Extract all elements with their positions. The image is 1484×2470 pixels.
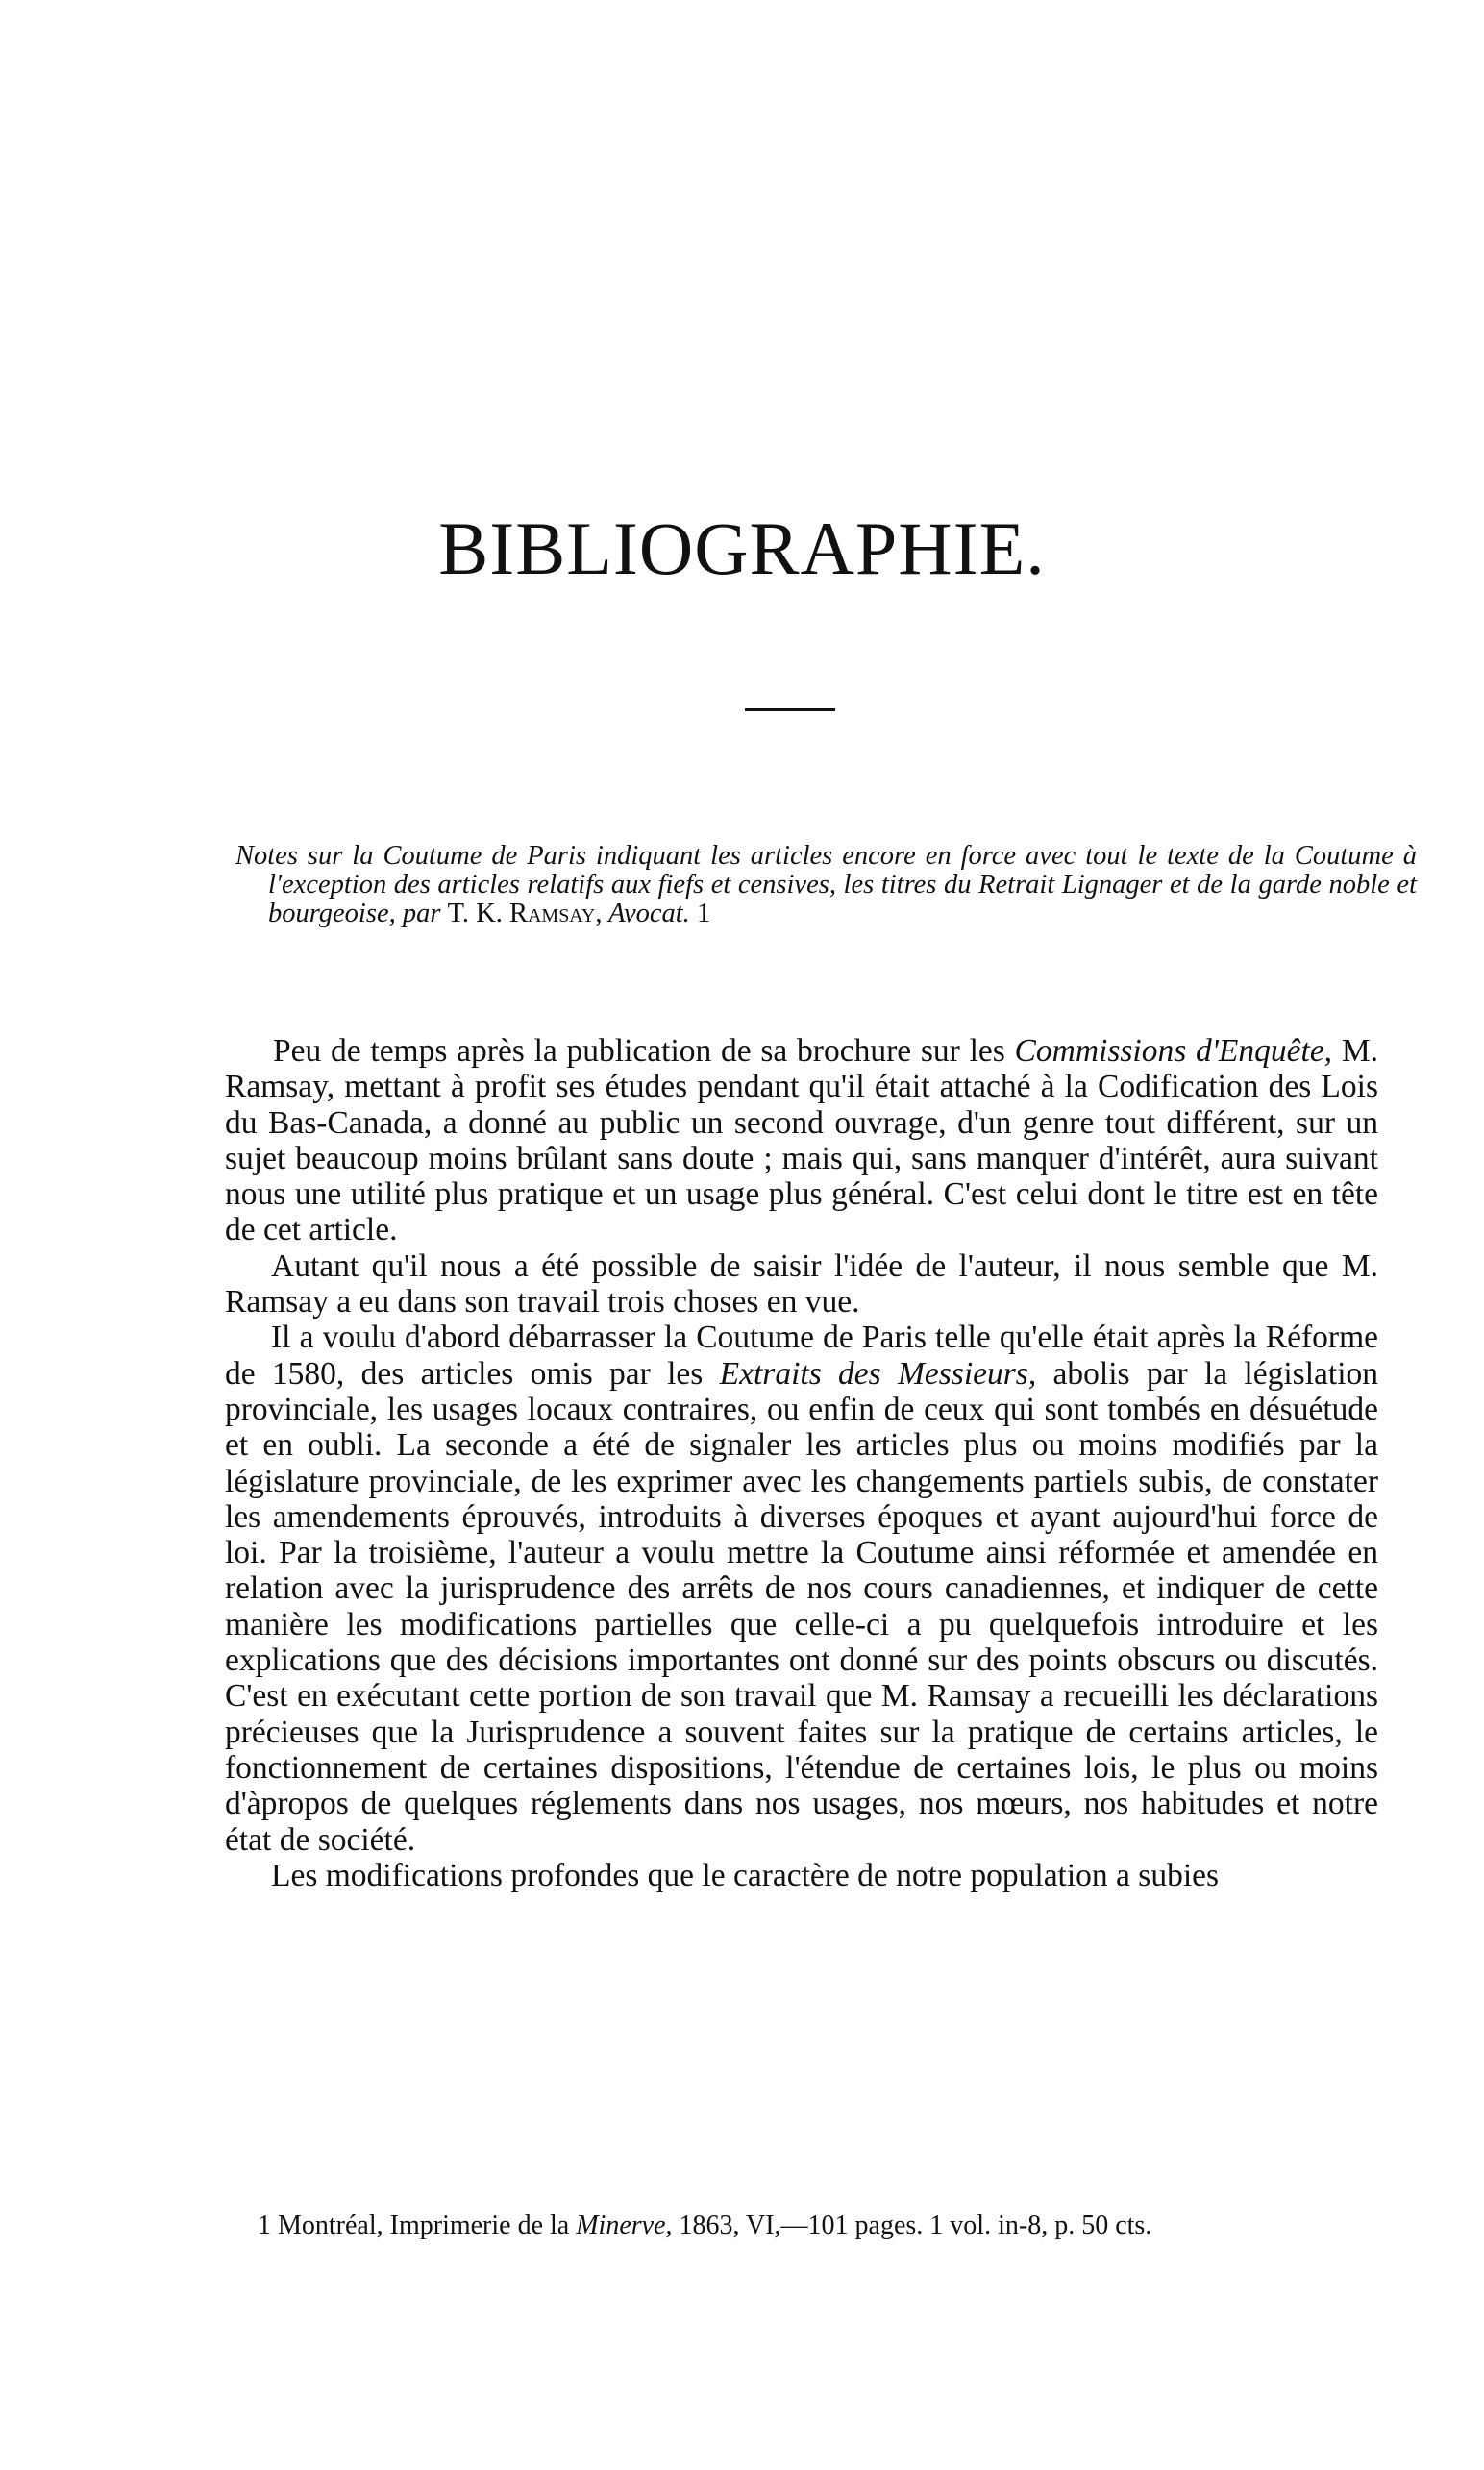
footnote-text-c: 1863, VI,—101 pages. 1 vol. in-8, p. 50 cts. — [679, 2211, 1152, 2240]
author-surname: Ramsay, — [508, 899, 603, 928]
paragraph-3 — [225, 1320, 1378, 1857]
author-initials: T. K. — [447, 899, 503, 928]
paragraph-3-text-a: Il a voulu d'abord débarrasser la Coutume de Paris telle qu'elle était après la Réforme de 1580, des articles omis par les — [225, 1320, 1378, 1392]
paragraph-4: Les modifications profondes que le caractère de notre population a subies — [271, 1857, 1220, 1893]
footnote-text-a: Montréal, Imprimerie de la — [278, 2211, 570, 2240]
citation-title: Notes sur la Coutume de Paris indiquant les articles encore en force avec tout le texte de la Coutume à l'exception des articles relatifs aux fiefs et censives, les titres du Retrait Lignager et de la garde noble et bourgeoise, par — [235, 841, 1417, 928]
citation-author — [448, 899, 603, 928]
article-body — [225, 1033, 1378, 1893]
paragraph-1-text-a: Peu de temps après la publication de sa brochure sur les — [273, 1033, 1005, 1069]
page-title: BIBLIOGRAPHIE. — [438, 506, 1046, 590]
title-divider — [745, 708, 835, 711]
paragraph-1-text-c: M. Ramsay, mettant à profit ses études pendant qu'il était attaché à la Codification des Lois du Bas-Canada, a donné au public un second ouvrage, d'un genre tout différent, sur un sujet beaucoup moins brûlant sans doute ; mais qui, sans manquer d'intérêt, aura suivant nous une utilité plus pratique et un usage plus général. C'est celui dont le titre est en tête de cet article. — [225, 1033, 1378, 1248]
author-profession: Avocat. — [608, 899, 690, 928]
footnote-italic: Minerve, — [576, 2211, 673, 2240]
footnote-reference: 1 — [696, 899, 711, 928]
footnote-number: 1 — [258, 2211, 271, 2240]
footnote — [258, 2211, 1384, 2241]
paragraph-1-italic: Commissions d'Enquête, — [1014, 1033, 1333, 1069]
paragraph-3-text-c: abolis par la législation provinciale, les usages locaux contraires, ou enfin de ceux qui sont tombés en désuétude et en oubli. La seconde a été de signaler les articles plus ou moins modifiés par la législature provinciale, de les exprimer avec les changements partiels subis, de constater les amendements éprouvés, introduits à diverses époques et ayant aujourd'hui force de loi. Par la troisième, l'auteur a voulu mettre la Coutume ainsi réformée et amendée en relation avec la jurisprudence des arrêts de nos cours canadiennes, et indiquer de cette manière les modifications partielles que celle-ci a pu quelquefois introduire et les explications que des décisions importantes ont donné sur des points obscurs ou discutés. C'est en exécutant cette portion de son travail que M. Ramsay a recueilli les déclarations précieuses que la Jurisprudence a souvent faites sur la pratique de certains articles, le fonctionnement de certaines dispositions, l'étendue de certaines lois, le plus ou moins d'àpropos de quelques réglements dans nos usages, nos mœurs, nos habitudes et notre état de société. — [225, 1355, 1378, 1858]
paragraph-3-italic: Extraits des Messieurs, — [719, 1355, 1037, 1392]
paragraph-2: Autant qu'il nous a été possible de saisir l'idée de l'auteur, il nous semble que M. Ramsay a eu dans son travail trois choses en vue. — [225, 1247, 1378, 1321]
book-citation — [235, 842, 1417, 928]
paragraph-1 — [225, 1033, 1378, 1248]
